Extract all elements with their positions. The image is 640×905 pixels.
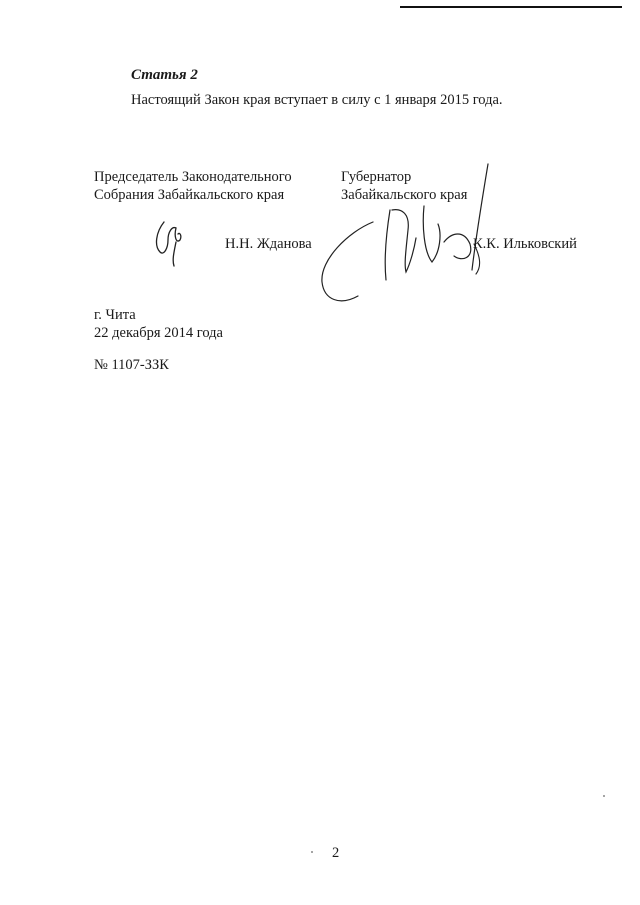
article-text: Настоящий Закон края вступает в силу с 1 января 2015 года.	[131, 92, 503, 108]
place: г. Чита	[94, 307, 136, 323]
left-signatory-title-line1: Председатель Законодательного	[94, 169, 292, 185]
article-heading: Статья 2	[131, 67, 198, 83]
scan-speck	[311, 851, 313, 853]
scan-speck	[603, 795, 605, 797]
right-signatory-name: К.К. Ильковский	[473, 236, 577, 252]
law-number: № 1107-ЗЗК	[94, 357, 169, 373]
right-signatory-title-line1: Губернатор	[341, 169, 412, 185]
left-signature-mark	[150, 218, 200, 270]
page-number: 2	[332, 845, 340, 861]
left-signatory-name: Н.Н. Жданова	[225, 236, 312, 252]
left-signatory-title-line2: Собрания Забайкальского края	[94, 187, 285, 203]
top-rule	[400, 6, 622, 8]
date: 22 декабря 2014 года	[94, 325, 223, 341]
right-signatory-title-line2: Забайкальского края	[341, 187, 468, 203]
